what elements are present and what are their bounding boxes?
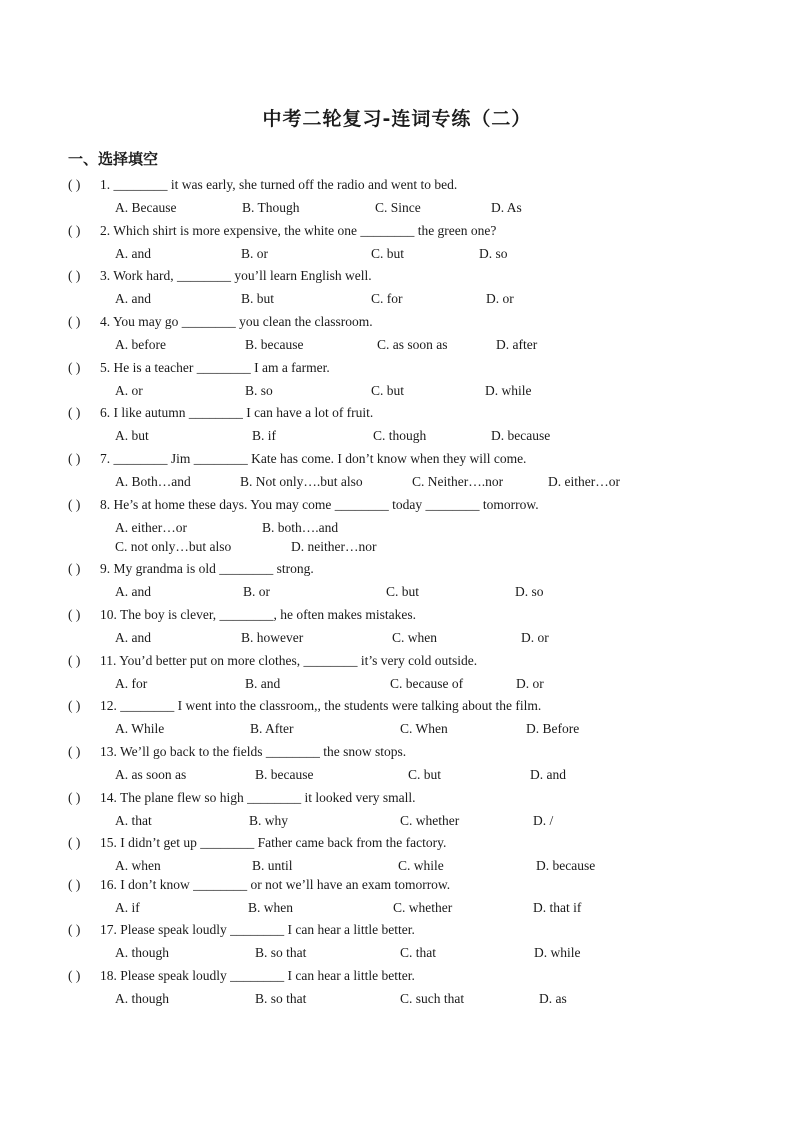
option-a[interactable]: A. before	[115, 337, 166, 352]
question-stem: 11. You’d better put on more clothes, ________ it’s very cold outside.	[100, 653, 478, 668]
option-b[interactable]: B. or	[243, 584, 270, 599]
option-b[interactable]: B. or	[241, 246, 268, 261]
option-c[interactable]: C. while	[398, 858, 444, 873]
answer-blank[interactable]: ( )	[68, 177, 81, 192]
option-c[interactable]: C. Neither….nor	[412, 474, 504, 489]
option-a[interactable]: A. when	[115, 858, 161, 873]
option-d[interactable]: D. that if	[533, 900, 582, 915]
option-d[interactable]: D. neither…nor	[291, 539, 377, 554]
answer-blank[interactable]: ( )	[68, 744, 81, 759]
option-row	[0, 519, 794, 537]
answer-blank[interactable]: ( )	[68, 268, 81, 283]
question-12	[68, 697, 541, 715]
option-row	[0, 675, 794, 693]
option-d[interactable]: D. because	[491, 428, 551, 443]
option-row	[0, 812, 794, 830]
question-stem: 15. I didn’t get up ________ Father came back from the factory.	[100, 835, 447, 850]
question-stem: 9. My grandma is old ________ strong.	[100, 561, 314, 576]
question-stem: 1. ________ it was early, she turned off the radio and went to bed.	[100, 177, 458, 192]
option-b[interactable]: B. because	[255, 767, 314, 782]
question-7	[68, 450, 526, 468]
option-d[interactable]: D. Before	[526, 721, 580, 736]
option-b[interactable]: B. until	[252, 858, 293, 873]
option-a[interactable]: A. either…or	[115, 520, 187, 535]
question-stem: 2. Which shirt is more expensive, the white one ________ the green one?	[100, 223, 497, 238]
option-row	[0, 899, 794, 917]
option-c[interactable]: C. but	[371, 383, 405, 398]
option-c[interactable]: C. whether	[400, 813, 460, 828]
option-row	[0, 290, 794, 308]
option-d[interactable]: D. as	[539, 991, 567, 1006]
option-a[interactable]: A. for	[115, 676, 148, 691]
option-b[interactable]: B. Not only….but also	[240, 474, 363, 489]
question-3	[68, 267, 372, 285]
answer-blank[interactable]: ( )	[68, 360, 81, 375]
option-row	[0, 336, 794, 354]
option-d[interactable]: D. either…or	[548, 474, 620, 489]
answer-blank[interactable]: ( )	[68, 451, 81, 466]
option-row	[0, 857, 794, 875]
option-c[interactable]: C. Since	[375, 200, 421, 215]
option-a[interactable]: A. Both…and	[115, 474, 191, 489]
question-stem: 5. He is a teacher ________ I am a farmer.	[100, 360, 330, 375]
option-c[interactable]: C. but	[386, 584, 420, 599]
question-15	[68, 834, 446, 852]
answer-blank[interactable]: ( )	[68, 790, 81, 805]
question-11	[68, 652, 477, 670]
option-a[interactable]: A. and	[115, 630, 151, 645]
question-stem: 8. He’s at home these days. You may come ________ today ________ tomorrow.	[100, 497, 539, 512]
question-6	[68, 404, 373, 422]
option-row	[0, 990, 794, 1008]
option-c[interactable]: C. but	[371, 246, 405, 261]
option-row	[0, 766, 794, 784]
option-d[interactable]: D. /	[533, 813, 554, 828]
option-c[interactable]: C. not only…but also	[115, 539, 232, 554]
question-9	[68, 560, 314, 578]
option-a[interactable]: A. that	[115, 813, 152, 828]
answer-blank[interactable]: ( )	[68, 561, 81, 576]
option-row	[0, 583, 794, 601]
page-title: 中考二轮复习-连词专练（二）	[262, 108, 532, 130]
question-14	[68, 789, 415, 807]
option-c[interactable]: C. but	[408, 767, 442, 782]
question-stem: 6. I like autumn ________ I can have a lot of fruit.	[100, 405, 374, 420]
option-row	[0, 199, 794, 217]
option-c[interactable]: C. when	[392, 630, 437, 645]
answer-blank[interactable]: ( )	[68, 968, 81, 983]
option-b[interactable]: B. when	[248, 900, 293, 915]
question-stem: 18. Please speak loudly ________ I can hear a little better.	[100, 968, 415, 983]
option-d[interactable]: D. and	[530, 767, 566, 782]
option-b[interactable]: B. however	[241, 630, 304, 645]
option-c[interactable]: C. such that	[400, 991, 465, 1006]
option-b[interactable]: B. so	[245, 383, 273, 398]
question-stem: 10. The boy is clever, ________, he often makes mistakes.	[100, 607, 417, 622]
answer-blank[interactable]: ( )	[68, 223, 81, 238]
option-a[interactable]: A. While	[115, 721, 165, 736]
option-a[interactable]: A. though	[115, 991, 169, 1006]
option-d[interactable]: D. or	[486, 291, 514, 306]
question-1	[68, 176, 457, 194]
option-c[interactable]: C. because of	[390, 676, 464, 691]
option-b[interactable]: B. so that	[255, 945, 307, 960]
answer-blank[interactable]: ( )	[68, 607, 81, 622]
answer-blank[interactable]: ( )	[68, 922, 81, 937]
option-d[interactable]: D. after	[496, 337, 538, 352]
option-a[interactable]: A. as soon as	[115, 767, 187, 782]
option-b[interactable]: B. and	[245, 676, 281, 691]
question-stem: 17. Please speak loudly ________ I can hear a little better.	[100, 922, 415, 937]
answer-blank[interactable]: ( )	[68, 698, 81, 713]
option-c[interactable]: C. When	[400, 721, 448, 736]
section-heading: 一、选择填空	[68, 150, 159, 168]
option-row	[0, 473, 794, 491]
option-b[interactable]: B. After	[250, 721, 294, 736]
option-row	[0, 427, 794, 445]
option-a[interactable]: A. though	[115, 945, 169, 960]
answer-blank[interactable]: ( )	[68, 497, 81, 512]
question-stem: 7. ________ Jim ________ Kate has come. I don’t know when they will come.	[100, 451, 527, 466]
question-stem: 12. ________ I went into the classroom,, the students were talking about the film.	[100, 698, 542, 713]
option-row	[0, 538, 794, 556]
question-4	[68, 313, 373, 331]
option-c[interactable]: C. as soon as	[377, 337, 448, 352]
option-row	[0, 944, 794, 962]
option-c[interactable]: C. that	[400, 945, 436, 960]
question-8	[68, 496, 539, 514]
option-d[interactable]: D. so	[479, 246, 508, 261]
option-b[interactable]: B. but	[241, 291, 275, 306]
option-b[interactable]: B. because	[245, 337, 304, 352]
option-c[interactable]: C. whether	[393, 900, 453, 915]
option-b[interactable]: B. so that	[255, 991, 307, 1006]
option-b[interactable]: B. Though	[242, 200, 300, 215]
answer-blank[interactable]: ( )	[68, 653, 81, 668]
option-b[interactable]: B. both….and	[262, 520, 339, 535]
option-b[interactable]: B. if	[252, 428, 277, 443]
answer-blank[interactable]: ( )	[68, 405, 81, 420]
answer-blank[interactable]: ( )	[68, 835, 81, 850]
option-d[interactable]: D. while	[534, 945, 581, 960]
question-stem: 14. The plane flew so high ________ it looked very small.	[100, 790, 416, 805]
option-row	[0, 720, 794, 738]
question-5	[68, 359, 330, 377]
option-a[interactable]: A. and	[115, 291, 151, 306]
option-a[interactable]: A. Because	[115, 200, 177, 215]
option-b[interactable]: B. why	[249, 813, 289, 828]
option-a[interactable]: A. but	[115, 428, 149, 443]
option-c[interactable]: C. for	[371, 291, 403, 306]
question-17	[68, 921, 415, 939]
option-row	[0, 629, 794, 647]
option-d[interactable]: D. As	[491, 200, 522, 215]
question-13	[68, 743, 406, 761]
option-row	[0, 382, 794, 400]
question-16	[68, 876, 450, 894]
option-a[interactable]: A. and	[115, 584, 151, 599]
question-stem: 16. I don’t know ________ or not we’ll have an exam tomorrow.	[100, 877, 451, 892]
question-stem: 4. You may go ________ you clean the classroom.	[100, 314, 373, 329]
option-d[interactable]: D. while	[485, 383, 532, 398]
option-d[interactable]: D. or	[521, 630, 549, 645]
option-c[interactable]: C. though	[373, 428, 427, 443]
question-stem: 3. Work hard, ________ you’ll learn English well.	[100, 268, 372, 283]
question-2	[68, 222, 496, 240]
option-a[interactable]: A. and	[115, 246, 151, 261]
answer-blank[interactable]: ( )	[68, 877, 81, 892]
answer-blank[interactable]: ( )	[68, 314, 81, 329]
option-a[interactable]: A. if	[115, 900, 140, 915]
option-row	[0, 245, 794, 263]
option-a[interactable]: A. or	[115, 383, 143, 398]
option-d[interactable]: D. because	[536, 858, 596, 873]
option-d[interactable]: D. so	[515, 584, 544, 599]
question-stem: 13. We’ll go back to the fields ________ the snow stops.	[100, 744, 407, 759]
question-18	[68, 967, 415, 985]
question-10	[68, 606, 416, 624]
option-d[interactable]: D. or	[516, 676, 544, 691]
